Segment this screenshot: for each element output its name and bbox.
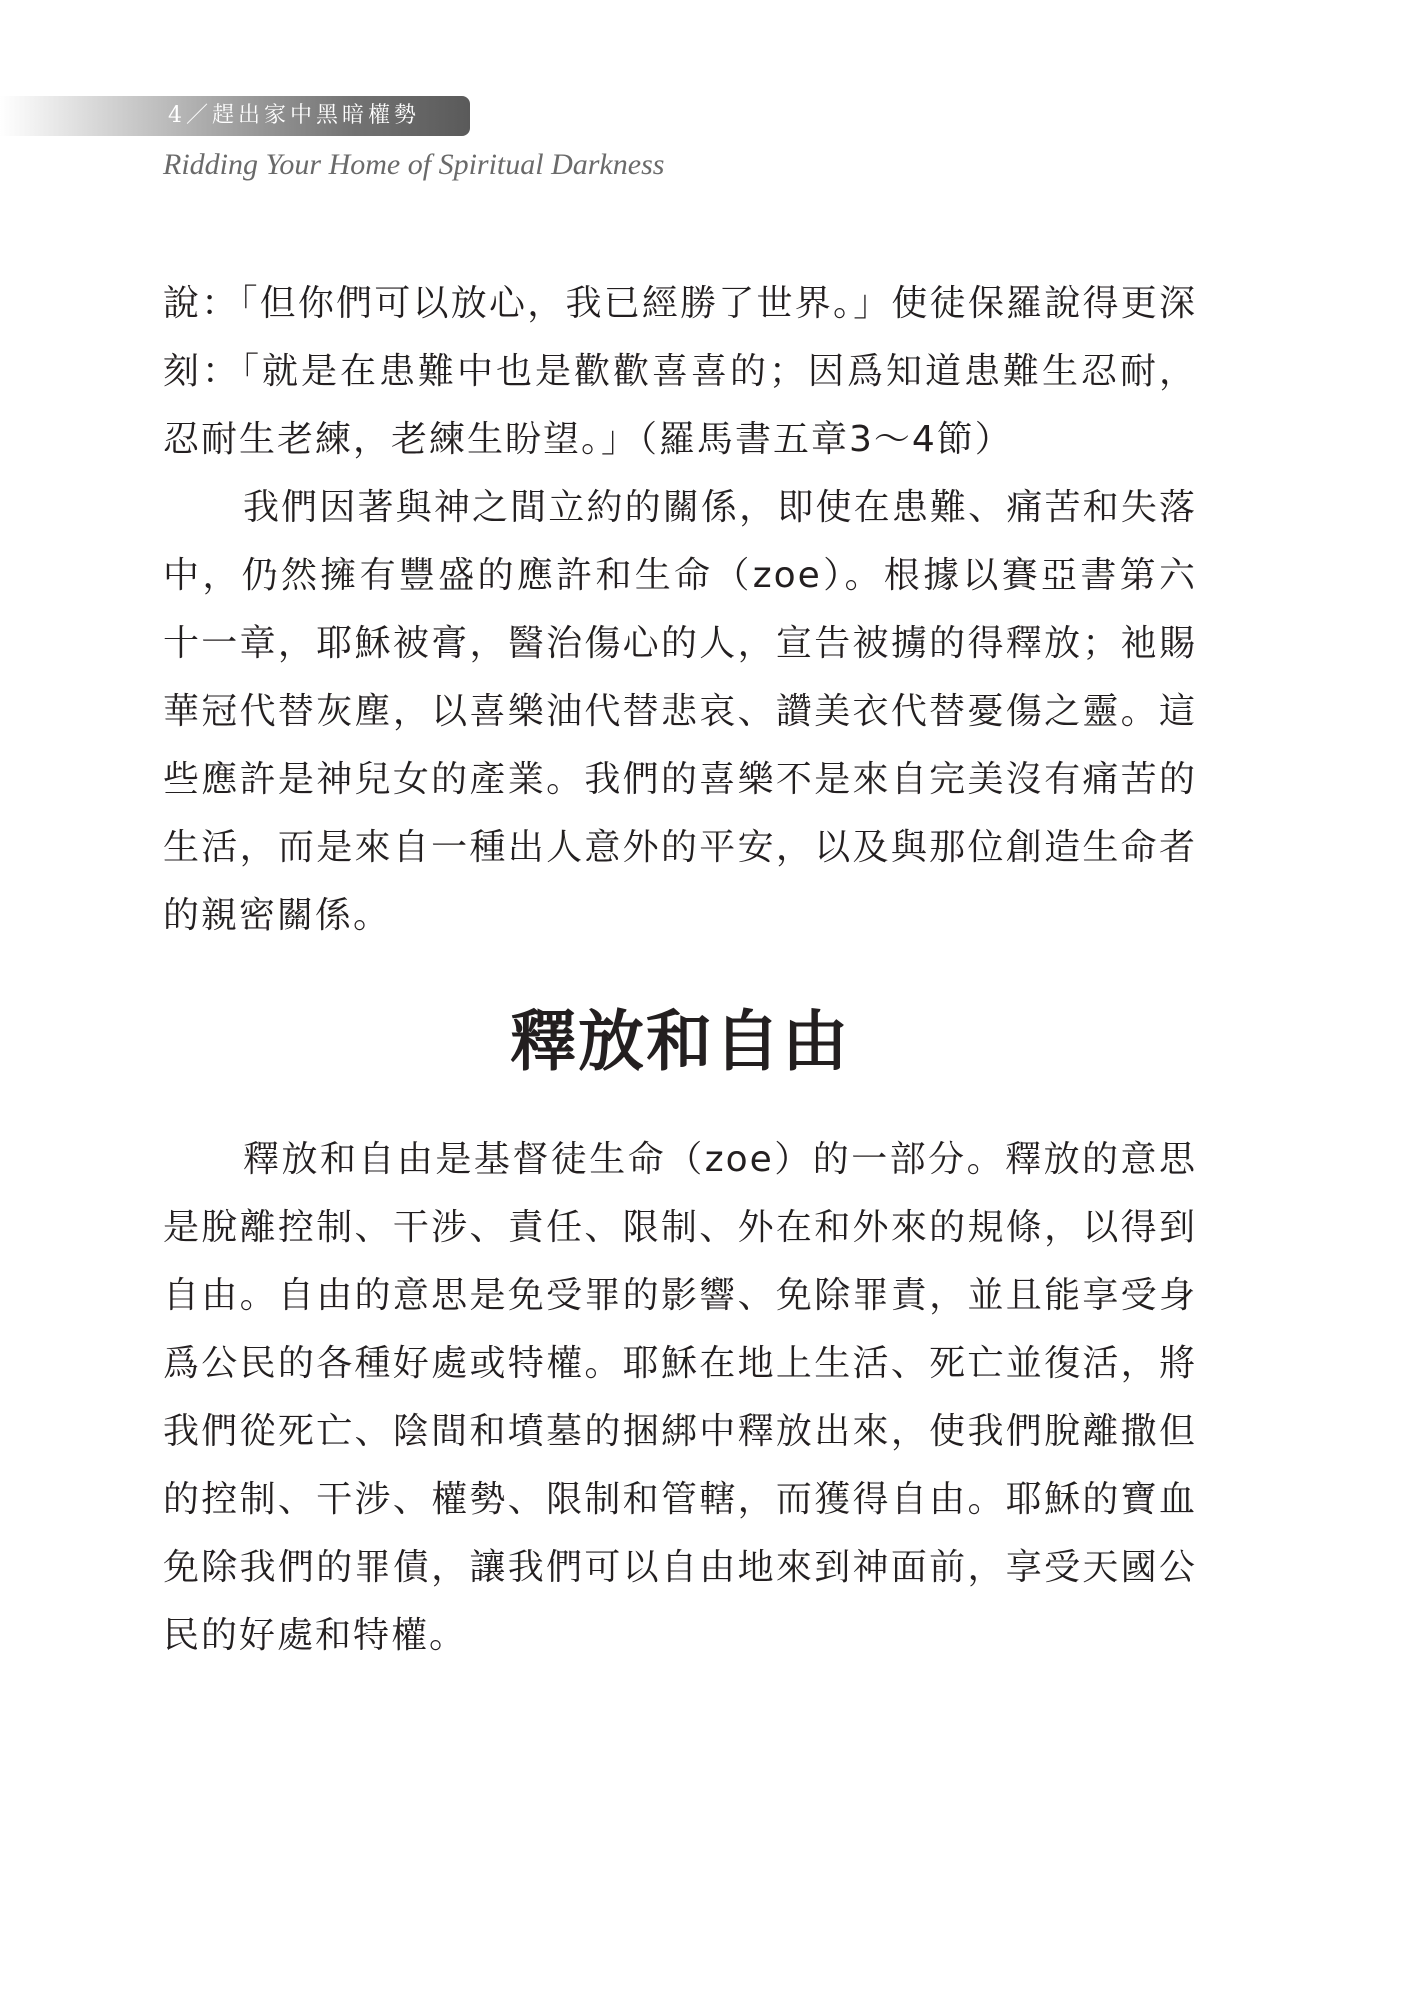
running-head: 4／趕出家中黑暗權勢 [168, 103, 420, 128]
section-heading: 釋放和自由 [510, 1003, 850, 1080]
paragraph-1: 說：「但你們可以放心，我已經勝了世界。」使徒保羅說得更深刻：「就是在患難中也是歡歡喜喜的；因爲知道患難生忍耐，忍耐生老練，老練生盼望。」（羅馬書五章3～4節） [163, 283, 1197, 460]
paragraph-2: 我們因著與神之間立約的關係，即使在患難、痛苦和失落中，仍然擁有豐盛的應許和生命（zoe）。根據以賽亞書第六十一章，耶穌被膏，醫治傷心的人，宣告被擄的得釋放；祂賜華冠代替灰塵，以喜樂油代替悲哀、讚美衣代替憂傷之靈。這些應許是神兒女的產業。我們的喜樂不是來自完美沒有痛苦的生活，而是來自一種出人意外的平安，以及與那位創造生命者的親密關係。 [163, 487, 1197, 936]
book-subtitle: Ridding Your Home of Spiritual Darkness [163, 148, 665, 181]
paragraph-3: 釋放和自由是基督徒生命（zoe）的一部分。釋放的意思是脫離控制、干涉、責任、限制、外在和外來的規條，以得到自由。自由的意思是免受罪的影響、免除罪責，並且能享受身爲公民的各種好處或特權。耶穌在地上生活、死亡並復活，將我們從死亡、陰間和墳墓的捆綁中釋放出來，使我們脫離撒但的控制、干涉、權勢、限制和管轄，而獲得自由。耶穌的寶血免除我們的罪債，讓我們可以自由地來到神面前，享受天國公民的好處和特權。 [163, 1139, 1197, 1656]
